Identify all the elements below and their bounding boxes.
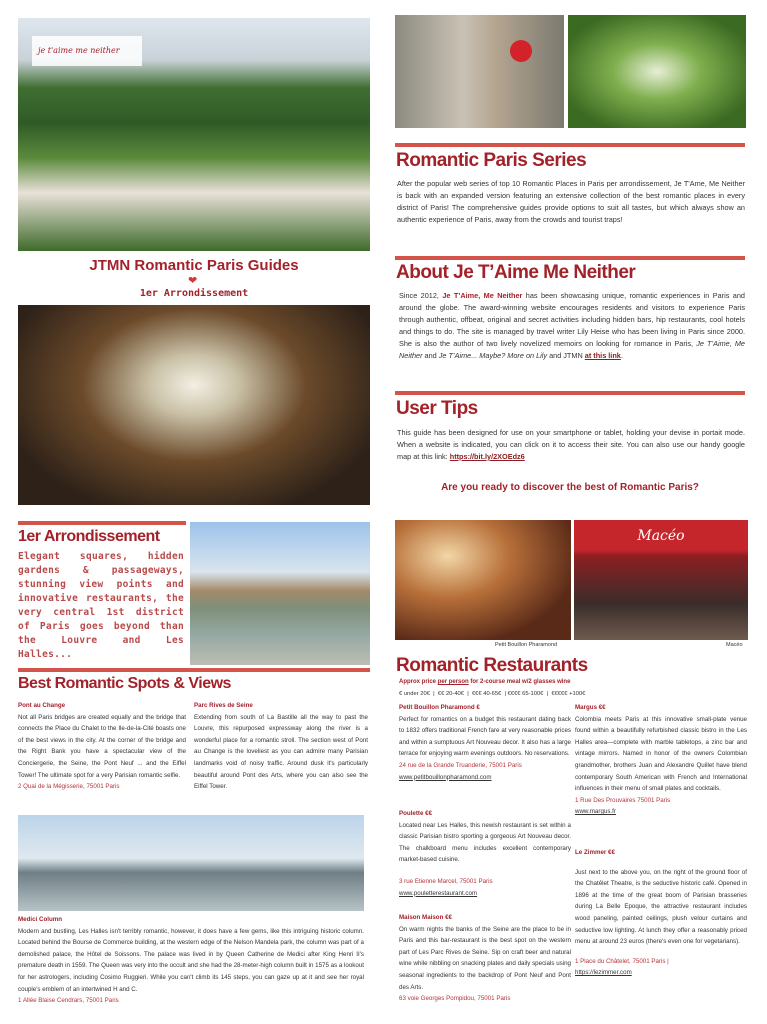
- about-heading: About Je T’Aime Me Neither: [396, 262, 636, 283]
- balloon: [510, 40, 532, 62]
- restaurant-maison: [399, 912, 571, 1005]
- restaurant-address: 63 voie Georges Pompidou, 75001 Paris: [399, 995, 511, 1003]
- text: .: [620, 351, 623, 360]
- spot-name: Parc Rives de Seine: [194, 702, 253, 709]
- maceo-sign: Macéo: [637, 528, 685, 544]
- photo-caption: Petit Bouillon Pharamond: [495, 642, 558, 648]
- tips-body: [397, 427, 745, 463]
- spot-pont-au-change: [18, 700, 186, 793]
- about-link[interactable]: at this link: [584, 351, 621, 360]
- restaurant-pharamond: [399, 702, 571, 783]
- spot-name: Medici Column: [18, 916, 63, 923]
- restaurant-url[interactable]: www.pouletterestaurant.com: [399, 889, 478, 897]
- divider: [395, 256, 745, 260]
- restaurant-address: 3 rue Etienne Marcel, 75001 Paris: [399, 877, 493, 885]
- price-note: [399, 679, 570, 685]
- bridge-photo: [18, 815, 364, 911]
- map-link[interactable]: https://bit.ly/2XOEdz6: [449, 452, 525, 461]
- tips-heading: User Tips: [396, 398, 478, 419]
- cover-title: JTMN Romantic Paris Guides: [89, 257, 299, 274]
- restaurant-address: 1 Rue Des Prouvaires 75001 Paris: [575, 796, 671, 804]
- text: Since 2012,: [399, 291, 443, 300]
- arr-body: Elegant squares, hidden gardens & passageways, stunning view points and innovative restaurants, the very central 1st district of Paris goes beyond than the Louvre and Les Halles...: [18, 551, 184, 660]
- restaurant-zimmer: [575, 847, 747, 979]
- text: This guide has been designed for use on your smartphone or tablet, holding your devise in portait mode. When a website is indicated, you can click on it to access their site. You can also use our handy google map at this link:: [397, 428, 745, 461]
- spot-parc-rives: [194, 700, 368, 793]
- restaurant-margus: [575, 702, 747, 818]
- path-photo: [568, 15, 746, 128]
- series-body: After the popular web series of top 10 Romantic Places in Paris per arrondissement, Je T'Ame, Me Neither is back with an expanded version featuring an extensive collection of the best romantic places in every district of Paris! The comprehensive guides provide options to suit all tastes, but which always show an authentic experience of Paris, away from the crowds and tourist traps!: [397, 179, 745, 224]
- pharamond-photo: [395, 520, 571, 640]
- photo-caption: Macéo: [726, 642, 743, 648]
- tips-question: Are you ready to discover the best of Romantic Paris?: [441, 482, 699, 493]
- book-title: Je T’Aime... Maybe? More on Lily: [438, 351, 548, 360]
- woman-photo: [395, 15, 564, 128]
- restaurant-url[interactable]: www.margus.fr: [575, 808, 616, 816]
- restaurant-name: Petit Bouillon Pharamond €: [399, 704, 480, 711]
- restaurant-name: Le Zimmer €€: [575, 849, 615, 856]
- maceo-photo: [574, 520, 748, 640]
- price-tiers: € under 20€ | €€ 20-40€ | €€€ 40-65€ | €€€€ 65-100€ | €€€€€ +100€: [399, 691, 586, 697]
- spot-body: Extending from south of La Bastille all the way to past the Louvre, this repurposed expressway along the river is a wonderful place for a romantic stroll. The section west of Pont au Change is the loveliest as you can admire many Parisian landmarks void of noisy traffic. Around dusk it's particularly beautiful around Pont des Arts, where you can also see the Eiffel Tower.: [194, 713, 368, 791]
- seine-photo: [190, 522, 370, 665]
- text: Approx price: [399, 679, 438, 685]
- spot-body: Modern and bustling, Les Halles isn't terribly romantic, however, it does have a few gems, like this intriguing historic column. Located behind the Bourse de Commerce building, at the western edge of the Nelson Mandela park, the column was part of a demolished palace, the Hôtel de Soissons. The palace was lived in by Queen Catherine de Medici after King Henri II's premature death in 1559. The Queen was very into the occult and she had the 28-meter-high column built in 1575 as a lookout for her astrologers, including Cosimo Ruggieri. While you can't climb its 145 steps, you can gaze up at it and see her royal couple's emblem of an intertwined H and C.: [18, 927, 364, 993]
- garden-photo: [18, 18, 370, 251]
- divider: [395, 391, 745, 395]
- restaurant-body: Perfect for romantics on a budget this restaurant dating back to 1832 offers traditional French fare at very reasonable prices and within a sumptuous Art Nouveau decor. It also has a large terrace for enjoying warm evenings outdoors. No reservations.: [399, 715, 571, 758]
- logo: je t'aime me neither: [32, 36, 142, 66]
- restaurant-poulette: [399, 808, 571, 899]
- heart-icon: ❤: [188, 275, 198, 287]
- restaurant-address: 1 Place du Châtelet, 75001 Paris |: [575, 957, 669, 965]
- restaurant-name: Maison Maison €€: [399, 914, 452, 921]
- about-body: [399, 290, 745, 362]
- spot-body: Not all Paris bridges are created equally and the bridge that connects the Place du Chalet to the Ile-de-la-Cité boasts one of the best views in the city. At the corner of the bridge and the Right Bank you have a spectacular view of the Conciergerie, the Seine, the Pont Neuf ... and the Eiffel Tower! The ultimate spot for a very Parisian romantic selfie.: [18, 713, 186, 779]
- text: for 2-course meal w/2 glasses wine: [468, 679, 571, 685]
- divider: [18, 668, 370, 672]
- restaurants-heading: Romantic Restaurants: [396, 655, 588, 676]
- restaurant-body: On warm nights the banks of the Seine are the place to be in Paris and this bar-restaurant is the best spot on the western part of Les Parc Rives de Seine. Sip on craft beer and natural wine while nibbling on snacking plates and daily specials using seasonal ingredients to the backdrop of Pont Neuf and Pont des Arts.: [399, 925, 571, 991]
- text: and JTMN: [547, 351, 585, 360]
- restaurant-body: Located near Les Halles, this newish restaurant is set within a classic Parisian bistro sporting a gorgeous Art Nouveau decor. The chalkboard menu includes excellent contemporary market-based cuisine.: [399, 821, 571, 864]
- spots-heading: Best Romantic Spots & Views: [18, 675, 231, 692]
- brand-name: Je T’Aime, Me Neither: [442, 291, 523, 300]
- spot-name: Pont au Change: [18, 702, 66, 709]
- restaurant-body: Colombia meets Paris at this innovative small-plate venue found within a beautifully refurbished classic bistro in the Les Halles area—complete with marble tabletops, a zinc bar and vintage mirrors. Named in honor of the owners Colombian grandmother, brothers Juan and Alexandre Quillet have blend contemporary South American with French and International influences in their menu of small plates and cocktails.: [575, 715, 747, 793]
- restaurant-address: 24 rue de la Grande Truanderie, 75001 Paris: [399, 761, 522, 769]
- text: per person: [437, 679, 469, 685]
- spot-address: 2 Quai de la Mégisserie, 75001 Paris: [18, 783, 120, 791]
- restaurant-url[interactable]: www.petitbouillonpharamond.com: [399, 773, 492, 781]
- text: and: [422, 351, 439, 360]
- passage-photo: [18, 305, 370, 505]
- restaurant-name: Margus €€: [575, 704, 606, 711]
- spot-address: 1 Allée Blaise Cendrars, 75001 Paris: [18, 997, 119, 1005]
- cover-subtitle: 1er Arrondissement: [139, 288, 249, 299]
- text: has been showcasing unique, romantic experiences in Paris and around the globe. The award-winning website encourages residents and visitors to experience Paris through authentic, offbeat, original and secret activities including hidden bars, hip restaurants, cool hotels and things to do. The site is managed by travel writer Lily Heise who has been living in Paris since 2000. She is also the author of two lively novelized memoirs on looking for romance in Paris,: [399, 291, 745, 348]
- divider: [18, 521, 186, 525]
- spot-medici: [18, 914, 364, 1007]
- restaurant-name: Poulette €€: [399, 810, 433, 817]
- book-title: Je T’Aime, Me Neither: [399, 339, 745, 360]
- restaurant-url[interactable]: https://lezimmer.com: [575, 969, 632, 977]
- arr-heading: 1er Arrondissement: [18, 528, 160, 545]
- restaurant-body: Just next to the above you, on the right of the ground floor of the Chatêlet Theatre, is the seductive historic café. Opened in 1896 at the time of the great boom of Parisian brasseries during La Belle Epoque, the attractive restaurant includes wood paneling, painted ceilings, plush velour curtains and seductive low lighting. At lunch they offer a reasonably priced menu at around 23 euros (there's even one for vegetarians).: [575, 868, 747, 946]
- series-heading: Romantic Paris Series: [396, 150, 587, 171]
- divider: [395, 143, 745, 147]
